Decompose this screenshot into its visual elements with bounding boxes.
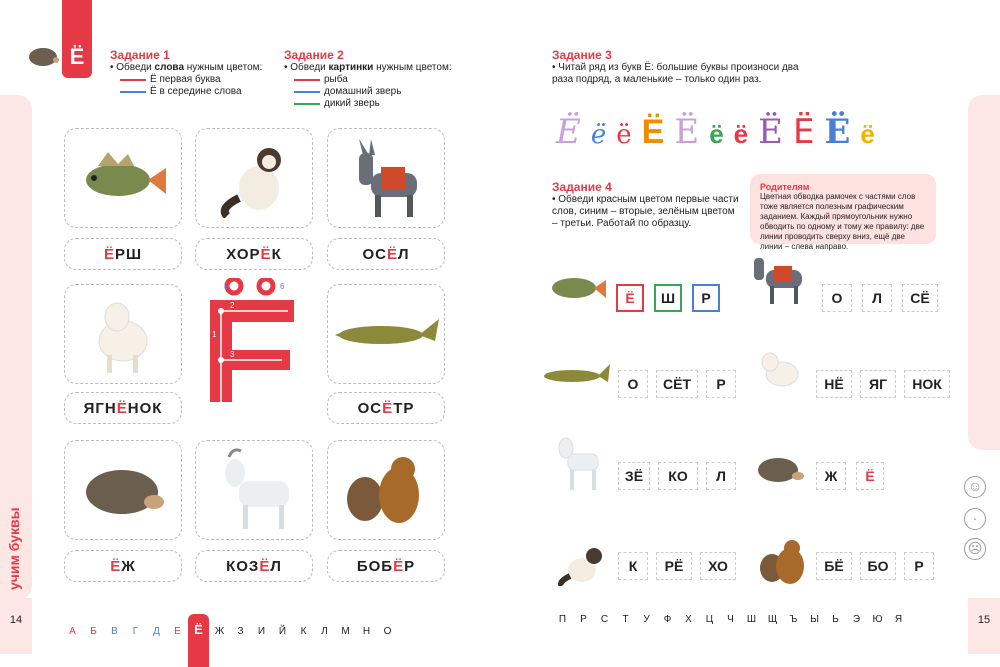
card-donkey[interactable] <box>327 128 445 228</box>
syllable-cell[interactable]: СЁТ <box>656 370 698 398</box>
alpha-letter: Р <box>580 614 587 625</box>
smile-face-icon[interactable]: ☺ <box>964 476 986 498</box>
side-label: учим буквы <box>6 507 22 590</box>
alpha-letter: Ъ <box>789 614 798 625</box>
alpha-letter: И <box>257 626 266 637</box>
task2-title: Задание 2 <box>284 48 344 62</box>
letter-sequence <box>556 112 885 152</box>
right-side-band <box>968 95 1000 450</box>
alpha-letter: М <box>341 626 350 637</box>
syllable-cell[interactable]: КО <box>658 462 698 490</box>
stroke-number-5: 5 <box>224 282 229 291</box>
donkey-small-icon <box>746 248 810 308</box>
sample-cell-1[interactable]: Ё <box>616 284 644 312</box>
alpha-letter: Ч <box>727 614 734 625</box>
syllable-cell[interactable]: БЁ <box>816 552 852 580</box>
syllable-cell[interactable]: ЯГ <box>860 370 896 398</box>
alpha-letter: С <box>600 614 609 625</box>
lamb-icon <box>83 291 163 377</box>
alpha-letter: Ь <box>832 614 839 625</box>
fish-small-icon <box>548 272 606 304</box>
task2-legend-2: домашний зверь <box>294 86 464 98</box>
sturgeon-small-icon <box>540 358 610 394</box>
alpha-letter: Ж <box>214 626 225 637</box>
syllable-cell[interactable]: РЁ <box>656 552 692 580</box>
page-number-right: 15 <box>968 598 1000 654</box>
sturgeon-icon <box>331 309 441 359</box>
syllable-cell[interactable]: Ё <box>856 462 884 490</box>
stroke-number-3: 3 <box>230 350 235 359</box>
parents-title: Родителям <box>760 182 810 192</box>
task4 <box>552 180 742 230</box>
task3-text: • Читай ряд из букв Ё: большие буквы произноси два раза подряд, а маленькие – только один раз. <box>552 62 799 85</box>
alpha-letter: Л <box>321 626 328 637</box>
syllable-cell[interactable]: Ж <box>816 462 846 490</box>
alpha-letter: Щ <box>767 614 778 625</box>
alpha-letter: Г <box>132 626 139 637</box>
letter-tab-text: Ё <box>69 44 85 69</box>
alpha-letter: У <box>643 614 650 625</box>
word-card-4[interactable]: ЯГН Ё НОК <box>64 392 182 424</box>
page-number-left: 14 <box>0 598 32 654</box>
syllable-cell[interactable]: Л <box>706 462 736 490</box>
alpha-letter: Х <box>685 614 692 625</box>
task1 <box>110 48 280 98</box>
hedgehog-picture-icon <box>78 460 168 520</box>
syllable-cell[interactable]: НЁ <box>816 370 852 398</box>
syllable-cell[interactable]: Р <box>706 370 736 398</box>
word-card-1[interactable]: Ё РШ <box>64 238 182 270</box>
task3-title: Задание 3 <box>552 48 612 62</box>
alpha-letter: Ы <box>810 614 819 625</box>
lamb-small-icon <box>758 348 802 396</box>
word-card-5[interactable]: ОС Ё ТР <box>327 392 445 424</box>
alpha-letter: П <box>558 614 567 625</box>
alpha-letter: Ю <box>872 614 883 625</box>
syllable-cell[interactable]: Р <box>904 552 934 580</box>
stroke-number-6: 6 <box>280 282 285 291</box>
ferret-small-icon <box>554 546 606 586</box>
big-yo-letter <box>204 278 294 402</box>
hedgehog-small-icon <box>756 452 806 488</box>
beaver-icon <box>341 445 431 535</box>
donkey-icon <box>341 133 431 223</box>
stroke-number-2: 2 <box>230 301 235 310</box>
card-goat[interactable] <box>195 440 313 540</box>
alpha-letter: Т <box>622 614 629 625</box>
syllable-cell[interactable]: БО <box>860 552 896 580</box>
letter-tab <box>62 0 92 78</box>
seq-letter: Ё <box>641 113 665 151</box>
ruff-fish-icon <box>78 148 168 208</box>
alpha-letter: В <box>111 626 118 637</box>
seq-letter: Ё <box>792 112 815 152</box>
task2-legend-3: дикий зверь <box>294 98 464 110</box>
task1-legend-1: Ё первая буква <box>120 74 280 86</box>
alpha-letter: Ш <box>746 614 757 625</box>
beaver-small-icon <box>758 534 808 588</box>
task1-title: Задание 1 <box>110 48 170 62</box>
alpha-letter: Б <box>90 626 97 637</box>
task1-text: • Обведи слова нужным цветом: <box>110 62 263 73</box>
hedgehog-icon <box>26 44 60 68</box>
alpha-letter-current: Ё <box>188 614 209 667</box>
task2 <box>284 48 464 110</box>
alpha-letter: А <box>69 626 76 637</box>
word-card-2[interactable]: ХОР Ё К <box>195 238 313 270</box>
syllable-cell[interactable]: ЗЁ <box>618 462 650 490</box>
alpha-letter: Ф <box>663 614 672 625</box>
neutral-face-icon[interactable]: · <box>964 508 986 530</box>
sad-face-icon[interactable]: ☹ <box>964 538 986 560</box>
stroke-number-1: 1 <box>212 330 217 339</box>
card-fish[interactable] <box>64 128 182 228</box>
alphabet-right <box>552 614 909 625</box>
alpha-letter: Ц <box>705 614 714 625</box>
seq-letter: Ё <box>674 112 700 152</box>
parents-note <box>750 174 936 251</box>
syllable-cell[interactable]: О <box>618 370 648 398</box>
card-beaver[interactable] <box>327 440 445 540</box>
parents-text: Цветная обводка рамочек с частями слов тоже является полезным графическим заданием. Каждый прямоугольник нужно обводить по одному и тому же правилу: две линии проводить сверху вниз, ещё две линии – слева направо. <box>760 192 925 251</box>
alpha-letter: Э <box>852 614 861 625</box>
goat-icon <box>209 445 299 535</box>
seq-letter: ё <box>733 119 749 149</box>
seq-letter: ё <box>709 119 724 149</box>
stroke-number-4: 4 <box>230 401 235 410</box>
seq-letter: ё <box>590 120 607 150</box>
alpha-letter: Я <box>894 614 903 625</box>
goat-small-icon <box>552 432 604 496</box>
word-card-6[interactable]: Ё Ж <box>64 550 182 582</box>
alpha-letter: Е <box>174 626 181 637</box>
card-sturgeon[interactable] <box>327 284 445 384</box>
seq-letter: ё <box>860 119 875 149</box>
task3 <box>552 48 802 86</box>
card-lamb[interactable] <box>64 284 182 384</box>
seq-letter: ё <box>616 120 632 150</box>
alphabet-left <box>62 614 398 667</box>
syllable-cell[interactable]: СЁ <box>902 284 938 312</box>
seq-letter: Ё <box>758 112 783 152</box>
card-ferret[interactable] <box>195 128 313 228</box>
alpha-letter: Н <box>362 626 371 637</box>
task2-text: • Обведи картинки нужным цветом: <box>284 62 452 73</box>
syllable-cell[interactable]: ХО <box>700 552 736 580</box>
word-card-8[interactable]: БОБ Ё Р <box>327 550 445 582</box>
sample-cell-3[interactable]: Р <box>692 284 720 312</box>
task1-legend-2: Ё в середине слова <box>120 86 280 98</box>
task2-legend-1: рыба <box>294 74 464 86</box>
seq-letter: Ё <box>556 112 581 152</box>
syllable-cell[interactable]: Л <box>862 284 892 312</box>
alpha-letter: О <box>383 626 392 637</box>
alpha-letter: Д <box>153 626 160 637</box>
word-card-3[interactable]: ОС Ё Л <box>327 238 445 270</box>
seq-letter: Ё <box>824 112 851 152</box>
alpha-letter: З <box>237 626 244 637</box>
syllable-cell[interactable]: НОК <box>904 370 950 398</box>
ferret-icon <box>209 138 299 218</box>
task4-title: Задание 4 <box>552 180 612 194</box>
alpha-letter: Й <box>278 626 287 637</box>
alpha-letter: К <box>300 626 307 637</box>
task4-text: • Обведи красным цветом первые части слов, синим – вторые, зелёным цветом – третьи. Работай по образцу. <box>552 194 739 229</box>
word-card-7[interactable]: КОЗ Ё Л <box>195 550 313 582</box>
syllable-cell[interactable]: О <box>822 284 852 312</box>
syllable-cell[interactable]: К <box>618 552 648 580</box>
card-hedgehog[interactable] <box>64 440 182 540</box>
sample-cell-2[interactable]: Ш <box>654 284 682 312</box>
